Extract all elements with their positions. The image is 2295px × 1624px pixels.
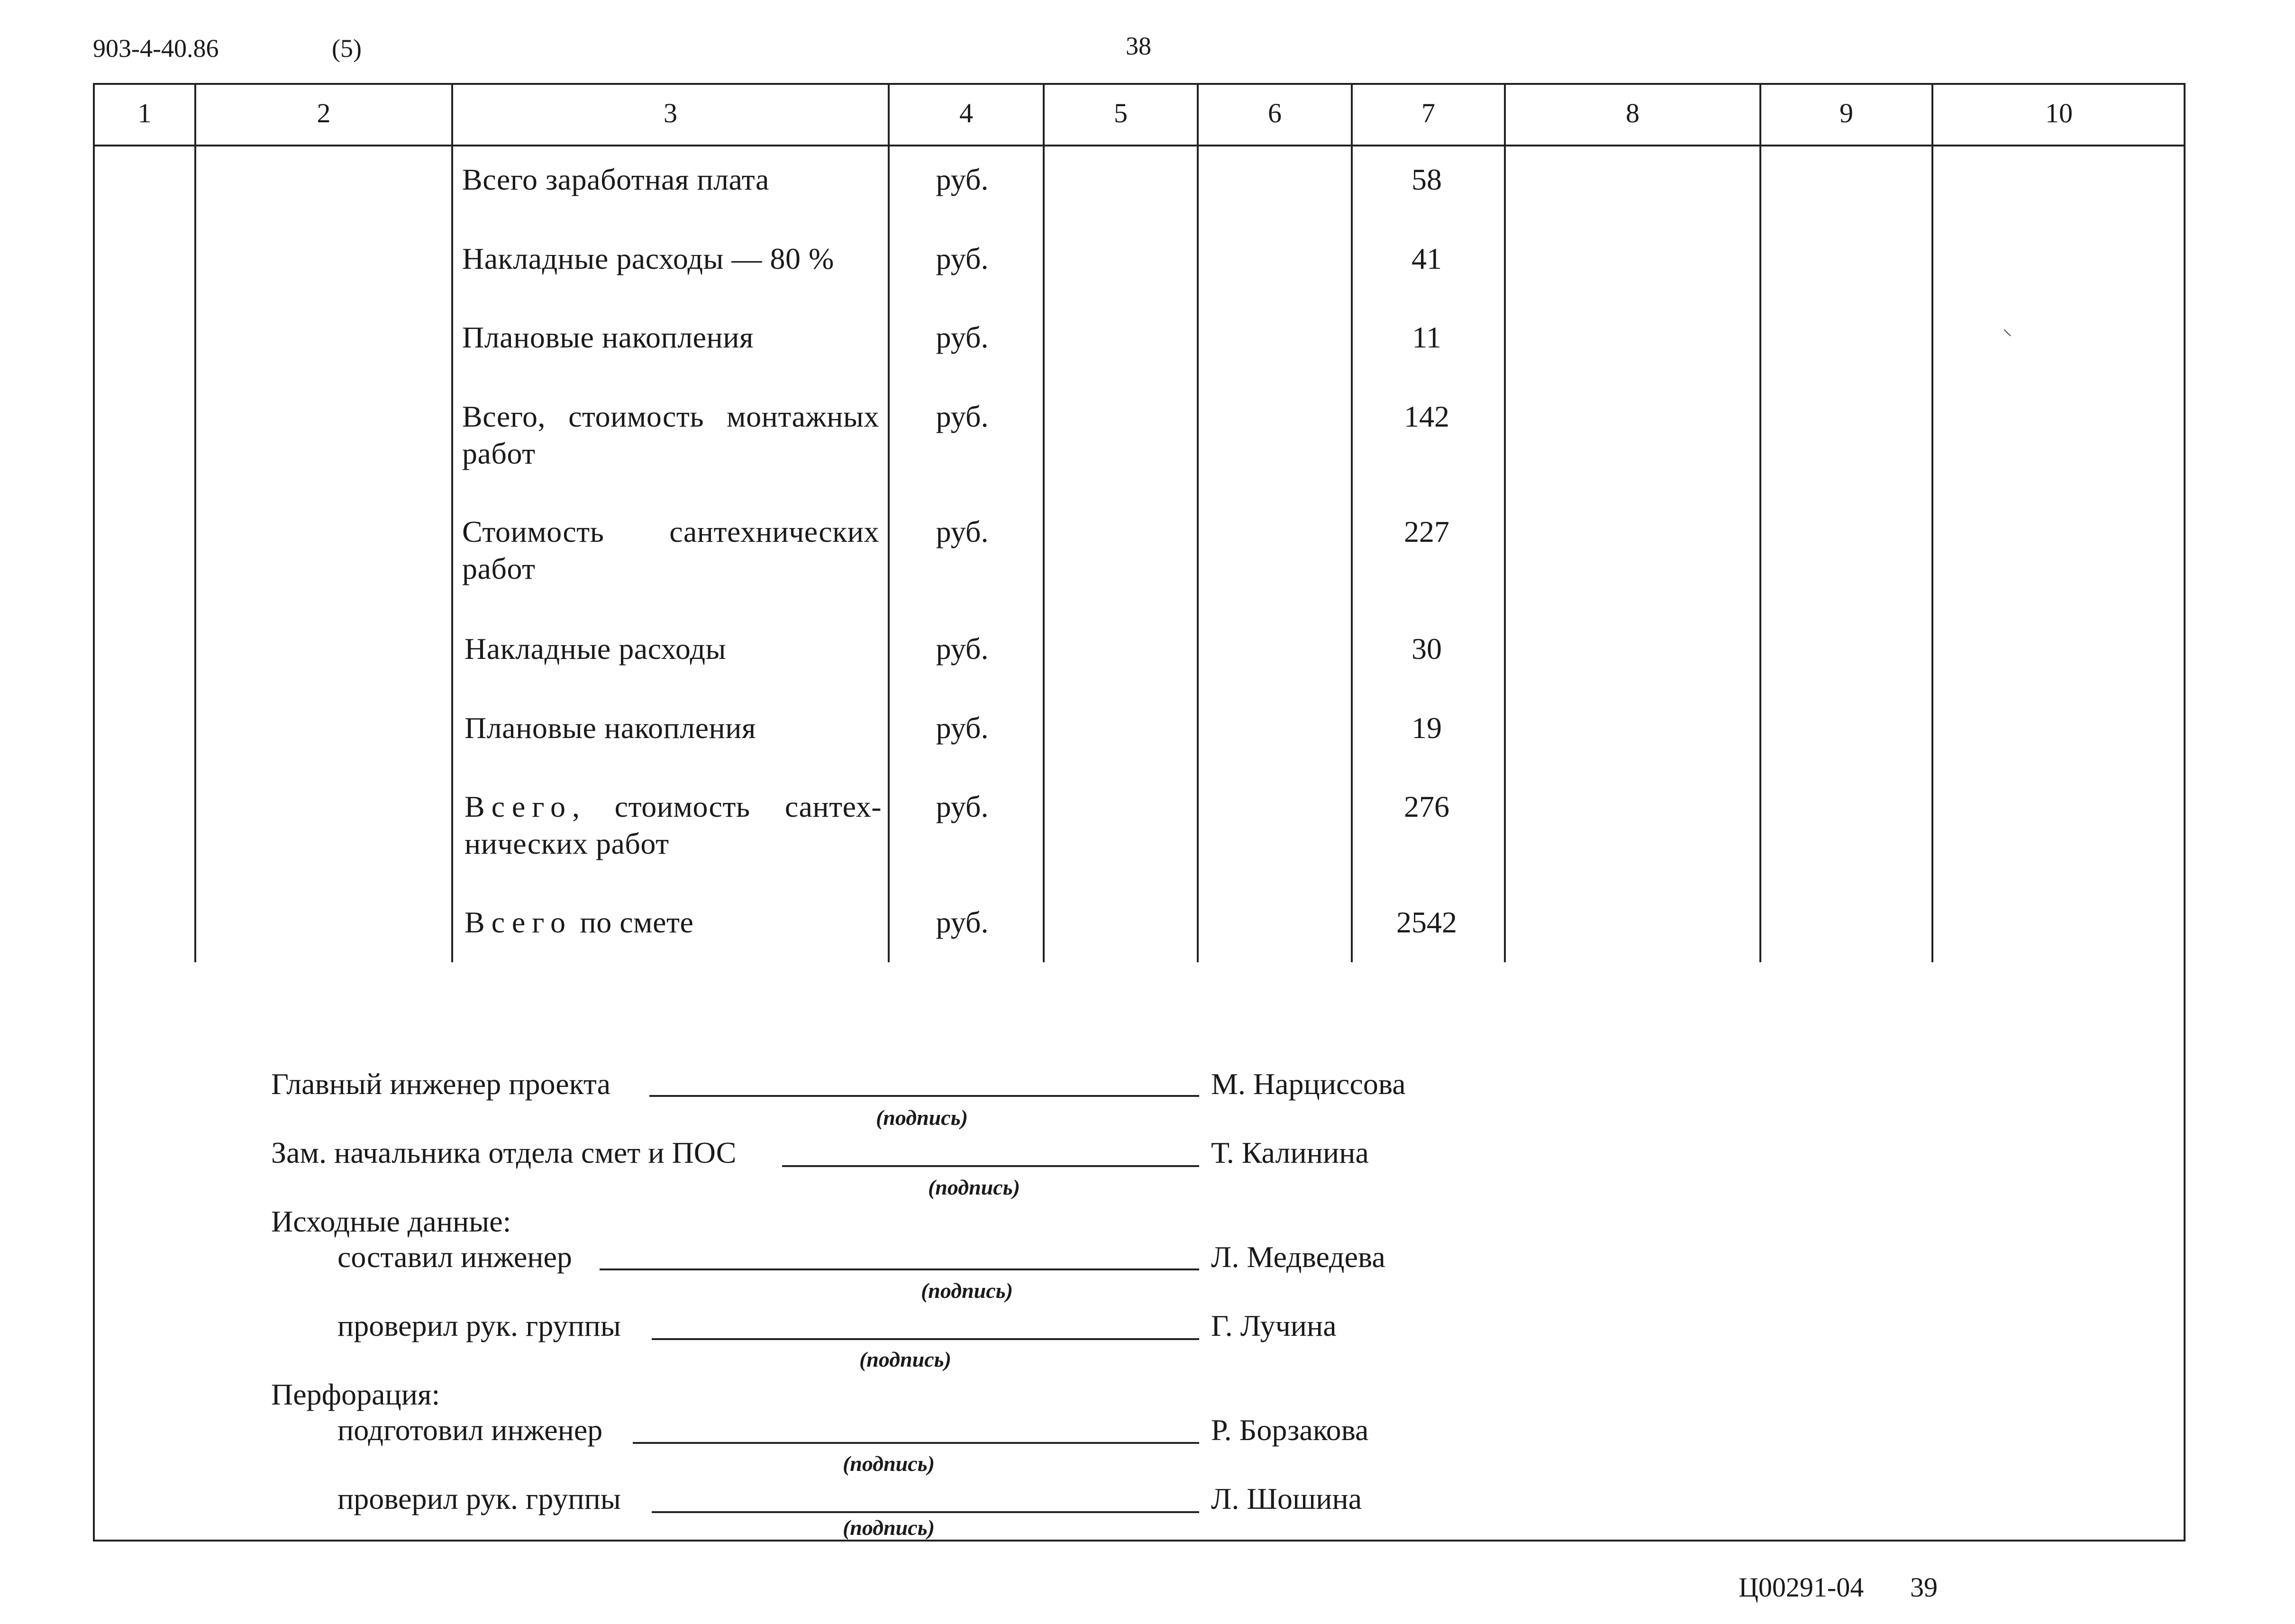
- row-description: Плановые накопления: [464, 711, 756, 745]
- prepared-label: подготовил инженер: [337, 1413, 603, 1447]
- row-unit: руб.: [936, 242, 989, 275]
- row-value: 276: [1404, 790, 1449, 823]
- row-value: 30: [1412, 632, 1442, 666]
- album-number: (5): [332, 34, 362, 63]
- chief-engineer-label: Главный инженер проекта: [271, 1067, 611, 1101]
- signature-caption: (подпись): [859, 1347, 952, 1371]
- signature-caption: (подпись): [842, 1515, 935, 1540]
- row-unit: руб.: [936, 163, 989, 196]
- row-value: 58: [1412, 163, 1442, 196]
- checked1-label: проверил рук. группы: [337, 1309, 621, 1342]
- row-value: 11: [1412, 320, 1441, 354]
- column-header-10: 10: [2045, 98, 2073, 128]
- column-divider: [1043, 83, 1045, 962]
- signature-caption: (подпись): [928, 1175, 1020, 1199]
- column-divider: [1504, 83, 1506, 962]
- header-row-divider: [93, 145, 2186, 146]
- column-header-1: 1: [137, 98, 152, 128]
- page-number: 38: [1126, 32, 1151, 60]
- row-unit: руб.: [936, 711, 989, 745]
- row-description: Накладные расходы — 80 %: [462, 242, 834, 275]
- row-value: 19: [1412, 711, 1442, 745]
- deputy-head-label: Зам. начальника отдела смет и ПОС: [271, 1136, 737, 1169]
- row-description: Всего заработная плата: [462, 163, 769, 196]
- column-divider: [1197, 83, 1199, 962]
- spaced-word: Всего: [464, 790, 572, 823]
- row-unit: руб.: [936, 320, 989, 354]
- row-value: 227: [1404, 515, 1449, 548]
- row-unit: руб.: [936, 905, 989, 939]
- stamp-code: Ц00291-04: [1739, 1572, 1864, 1603]
- column-divider: [451, 83, 453, 962]
- source-data-heading: Исходные данные:: [271, 1204, 511, 1238]
- compiled-name: Л. Медведева: [1211, 1240, 1385, 1274]
- sheet-number: 39: [1910, 1572, 1938, 1603]
- column-header-6: 6: [1268, 98, 1282, 128]
- signature-caption: (подпись): [920, 1278, 1013, 1303]
- column-divider: [1759, 83, 1761, 962]
- column-header-8: 8: [1626, 98, 1639, 128]
- signature-caption: (подпись): [842, 1451, 935, 1476]
- row-unit: руб.: [936, 632, 989, 666]
- checked1-name: Г. Лучина: [1211, 1309, 1337, 1342]
- row-value: 41: [1412, 242, 1442, 275]
- deputy-head-name: Т. Калинина: [1211, 1136, 1369, 1169]
- compiled-label: составил инженер: [337, 1240, 572, 1274]
- row-unit: руб.: [936, 790, 989, 823]
- row-description: Накладные расходы: [464, 632, 727, 666]
- row-unit: руб.: [936, 400, 989, 433]
- row-description: Стоимость сантехнических работ: [462, 515, 879, 585]
- column-header-4: 4: [959, 98, 973, 128]
- row-description: [464, 788, 882, 862]
- row-value: 142: [1404, 400, 1449, 433]
- signature-line: [652, 1338, 1199, 1340]
- column-divider: [1931, 83, 1933, 962]
- signature-line: [782, 1165, 1199, 1167]
- checked2-name: Л. Шошина: [1211, 1482, 1362, 1515]
- column-divider: [194, 83, 196, 962]
- column-header-7: 7: [1421, 98, 1435, 128]
- row-description-rest: , стоимость сантех-нических работ: [464, 790, 882, 860]
- column-header-9: 9: [1840, 98, 1853, 128]
- signature-line: [649, 1095, 1199, 1097]
- signature-line: [600, 1268, 1199, 1270]
- signature-line: [652, 1511, 1199, 1513]
- scan-speck-mark: ⸌: [2003, 326, 2012, 347]
- column-header-3: 3: [664, 98, 677, 128]
- column-header-5: 5: [1114, 98, 1128, 128]
- signature-line: [633, 1442, 1199, 1444]
- row-description: Всего, стоимость монтажных работ: [462, 400, 879, 470]
- prepared-name: Р. Борзакова: [1211, 1413, 1369, 1447]
- chief-engineer-name: М. Нарциссова: [1211, 1067, 1406, 1101]
- checked2-label: проверил рук. группы: [337, 1482, 621, 1515]
- signature-caption: (подпись): [875, 1105, 968, 1130]
- row-description: Плановые накопления: [462, 320, 754, 354]
- row-description: [464, 904, 882, 941]
- row-description-rest: по смете: [572, 905, 694, 939]
- spaced-word: Всего: [464, 905, 572, 939]
- perforation-heading: Перфорация:: [271, 1378, 440, 1411]
- row-unit: руб.: [936, 515, 989, 548]
- document-code: 903-4-40.86: [93, 34, 219, 63]
- row-value: 2542: [1396, 905, 1457, 939]
- column-header-2: 2: [317, 98, 331, 128]
